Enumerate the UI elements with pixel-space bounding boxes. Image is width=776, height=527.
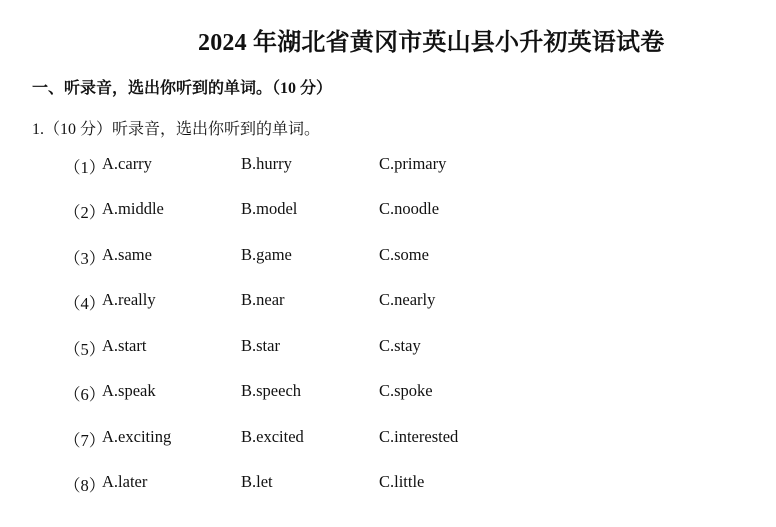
option-b: B.model [241, 199, 298, 218]
option-b: B.speech [241, 381, 302, 400]
option-c: C.noodle [379, 199, 440, 218]
option-a: A.carry [102, 154, 152, 173]
option-b: B.hurry [241, 154, 292, 173]
option-a: A.start [102, 336, 147, 355]
option-c: C.some [379, 245, 429, 264]
page-title: 2024 年湖北省黄冈市英山县小升初英语试卷 [198, 30, 665, 56]
item-number: （6） [64, 385, 106, 404]
option-b: B.excited [241, 427, 304, 446]
section-heading: 一、听录音，选出你听到的单词。（10 分） [32, 80, 333, 97]
option-c: C.nearly [379, 290, 436, 309]
option-c: C.interested [379, 427, 459, 446]
item-number: （8） [64, 476, 106, 495]
option-c: C.stay [379, 336, 421, 355]
item-number: （5） [64, 340, 106, 359]
item-number: （3） [64, 249, 106, 268]
option-c: C.little [379, 472, 425, 491]
option-b: B.star [241, 336, 280, 355]
option-a: A.speak [102, 381, 156, 400]
option-b: B.game [241, 245, 292, 264]
option-a: A.exciting [102, 427, 172, 446]
item-number: （2） [64, 203, 106, 222]
option-a: A.later [102, 472, 148, 491]
option-b: B.let [241, 472, 273, 491]
option-a: A.really [102, 290, 156, 309]
option-a: A.same [102, 245, 152, 264]
item-number: （1） [64, 158, 106, 177]
option-a: A.middle [102, 199, 164, 218]
option-c: C.spoke [379, 381, 433, 400]
option-b: B.near [241, 290, 285, 309]
item-number: （7） [64, 431, 106, 450]
question-stem: 1.（10 分）听录音，选出你听到的单词。 [32, 121, 321, 138]
option-c: C.primary [379, 154, 447, 173]
item-number: （4） [64, 294, 106, 313]
